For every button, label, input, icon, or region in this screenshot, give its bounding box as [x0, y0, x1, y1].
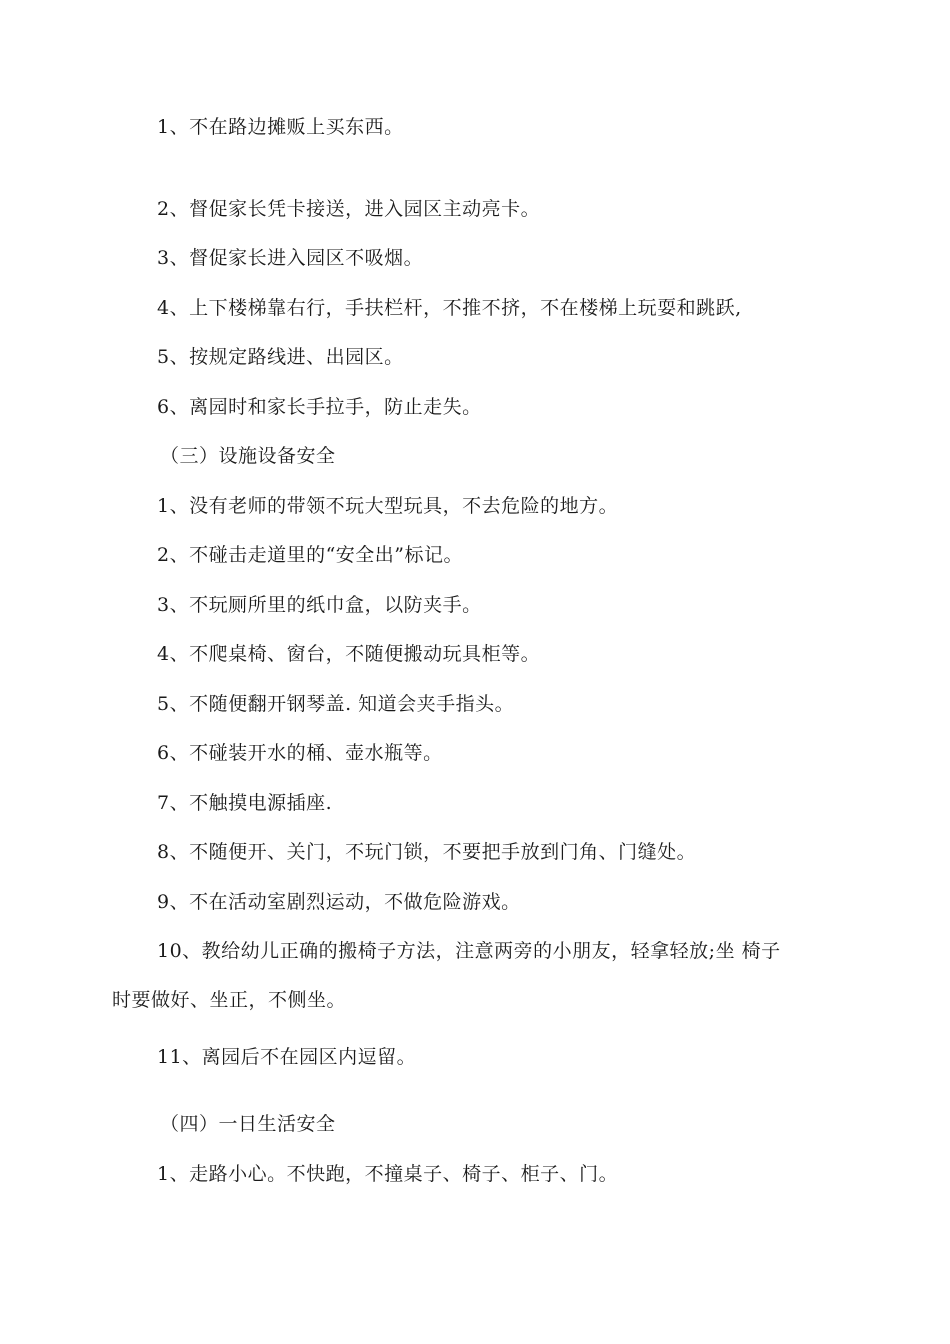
- list-item: 5、不随便翻开钢琴盖. 知道会夹手指头。: [157, 693, 515, 715]
- list-item: 6、离园时和家长手拉手，防止走失。: [157, 396, 482, 418]
- list-item: 7、不触摸电源插座.: [157, 792, 333, 814]
- list-item: 11、离园后不在园区内逗留。: [157, 1046, 417, 1068]
- list-item: 1、走路小心。不快跑，不撞桌子、椅子、柜子、门。: [157, 1163, 619, 1185]
- list-item: 9、不在活动室剧烈运动，不做危险游戏。: [157, 891, 521, 913]
- list-item-continuation: 时要做好、坐正，不侧坐。: [112, 989, 347, 1011]
- list-item: 1、没有老师的带领不玩大型玩具，不去危险的地方。: [157, 495, 619, 517]
- list-item: 4、上下楼梯靠右行，手扶栏杆，不推不挤，不在楼梯上玩耍和跳跃,: [157, 297, 742, 319]
- list-item: 6、不碰装开水的桶、壶水瓶等。: [157, 742, 443, 764]
- list-item: 2、督促家长凭卡接送，进入园区主动亮卡。: [157, 198, 541, 220]
- list-item: 1、不在路边摊贩上买东西。: [157, 116, 404, 138]
- list-item: 4、不爬桌椅、窗台，不随便搬动玩具柜等。: [157, 643, 541, 665]
- list-item: 8、不随便开、关门，不玩门锁，不要把手放到门角、门缝处。: [157, 841, 697, 863]
- list-item: 2、不碰击走道里的“安全出”标记。: [157, 544, 464, 566]
- list-item: 10、教给幼儿正确的搬椅子方法，注意两旁的小朋友，轻拿轻放;坐 椅子: [157, 940, 781, 962]
- section-heading: （四）一日生活安全: [160, 1113, 336, 1135]
- list-item: 3、督促家长进入园区不吸烟。: [157, 247, 424, 269]
- list-item: 5、按规定路线进、出园区。: [157, 346, 404, 368]
- list-item: 3、不玩厕所里的纸巾盒，以防夹手。: [157, 594, 482, 616]
- section-heading: （三）设施设备安全: [160, 445, 336, 467]
